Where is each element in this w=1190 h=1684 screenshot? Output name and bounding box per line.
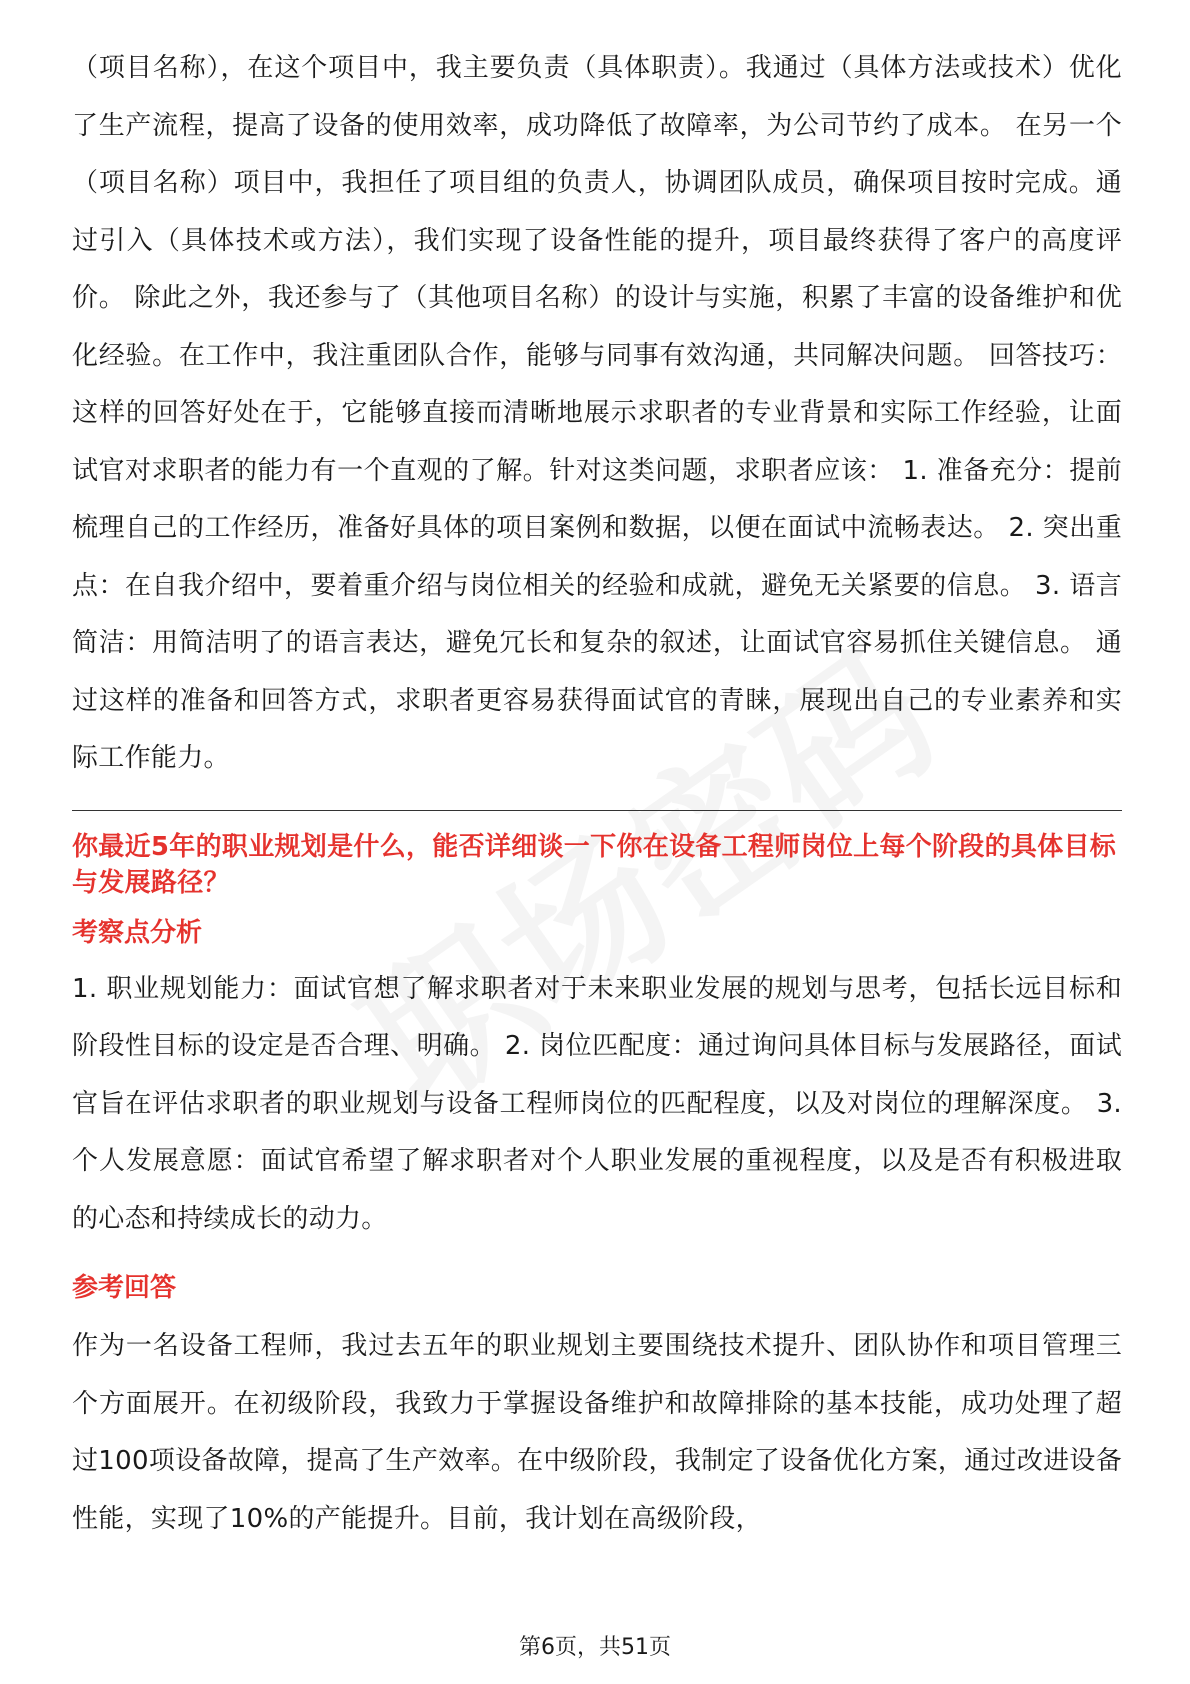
section-divider	[72, 810, 1122, 811]
page-content	[72, 40, 1122, 1548]
intro-paragraph: （项目名称），在这个项目中，我主要负责（具体职责）。我通过（具体方法或技术）优化了生产流程，提高了设备的使用效率，成功降低了故障率，为公司节约了成本。 在另一个（项目名称）项目中，我担任了项目组的负责人，协调团队成员，确保项目按时完成。通过引入（具体技术或方法），我们实现了设备性能的提升，项目最终获得了客户的高度评价。 除此之外，我还参与了（其他项目名称）的设计与实施，积累了丰富的设备维护和优化经验。在工作中，我注重团队合作，能够与同事有效沟通，共同解决问题。 回答技巧： 这样的回答好处在于，它能够直接而清晰地展示求职者的专业背景和实际工作经验，让面试官对求职者的能力有一个直观的了解。针对这类问题，求职者应该： 1. 准备充分：提前梳理自己的工作经历，准备好具体的项目案例和数据，以便在面试中流畅表达。 2. 突出重点：在自我介绍中，要着重介绍与岗位相关的经验和成就，避免无关紧要的信息。 3. 语言简洁：用简洁明了的语言表达，避免冗长和复杂的叙述，让面试官容易抓住关键信息。 通过这样的准备和回答方式，求职者更容易获得面试官的青睐，展现出自己的专业素养和实际工作能力。	[72, 53, 1122, 773]
page-number: 第6页，共51页	[519, 1635, 671, 1660]
analysis-paragraph: 1. 职业规划能力：面试官想了解求职者对于未来职业发展的规划与思考，包括长远目标和阶段性目标的设定是否合理、明确。 2. 岗位匹配度：通过询问具体目标与发展路径，面试官旨在评估求职者的职业规划与设备工程师岗位的匹配程度，以及对岗位的理解深度。 3. 个人发展意愿：面试官希望了解求职者对个人职业发展的重视程度，以及是否有积极进取的心态和持续成长的动力。	[72, 973, 1122, 1234]
answer-title: 参考回答	[72, 1273, 177, 1303]
analysis-title: 考察点分析	[72, 917, 203, 948]
question-heading: 你最近5年的职业规划是什么，能否详细谈一下你在设备工程师岗位上每个阶段的具体目标与发展路径？	[72, 831, 1117, 898]
answer-paragraph: 作为一名设备工程师，我过去五年的职业规划主要围绕技术提升、团队协作和项目管理三个方面展开。在初级阶段，我致力于掌握设备维护和故障排除的基本技能，成功处理了超过100项设备故障，提高了生产效率。在中级阶段，我制定了设备优化方案，通过改进设备性能，实现了10%的产能提升。目前，我计划在高级阶段，	[72, 1331, 1122, 1534]
